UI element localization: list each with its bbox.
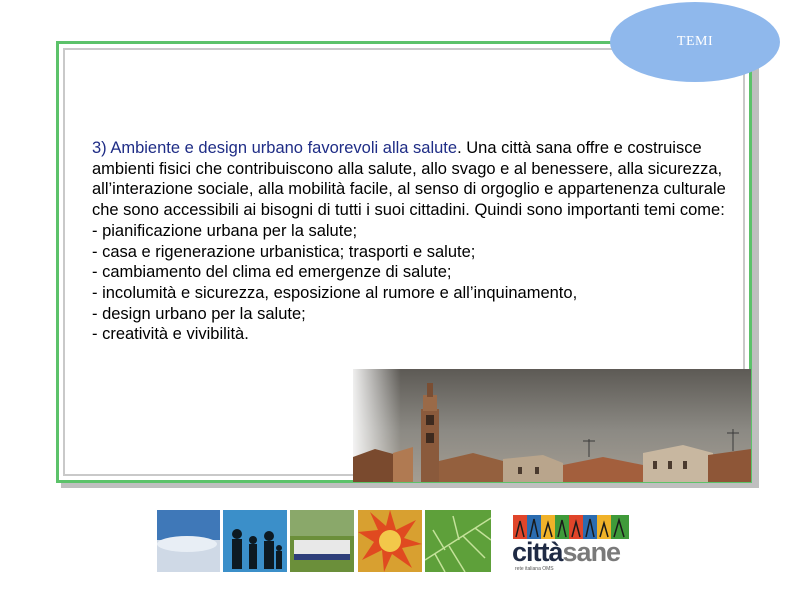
slide-heading: 3) Ambiente e design urbano favorevoli alla salute — [92, 139, 458, 157]
list-item: - pianificazione urbana per la salute; — [92, 221, 358, 240]
citta-sane-logo-pattern — [513, 515, 629, 539]
citta-sane-logo-text: cittàsane — [512, 537, 621, 567]
slide-body: Una città sana offre e costruisce ambienti fisici che contribuiscono alla salute, allo svago e al benessere, alla sicurezza, all’interazione sociale, alla mobilità facile, al senso di orgoglio e appartenenza culturale che sono accessibili ai bisogni di tutti i suoi cittadini. Quindi sono importanti temi come: — [92, 139, 726, 220]
slide-paragraph: 3) Ambiente e design urbano favorevoli alla salute. Una città sana offre e costruisce ambienti fisici che contribuiscono alla salute, allo svago e al benessere, alla sicurezza, all’interazione sociale, alla mobilità facile, al senso di orgoglio e appartenenza culturale che sono accessibili ai bisogni di tutti i suoi cittadini. Quindi sono importanti temi come: — [92, 139, 726, 220]
thumb-sky — [157, 510, 220, 572]
city-photo — [353, 369, 751, 482]
list-item: - creatività e vivibilità. — [92, 325, 249, 344]
thumb-leaf — [425, 510, 491, 572]
thumb-family-silhouette — [223, 510, 287, 572]
thumb-sun — [358, 510, 422, 572]
thumb-group-photo — [290, 510, 354, 572]
list-item: - casa e rigenerazione urbanistica; trasporti e salute; — [92, 242, 476, 261]
citta-sane-logo-tagline: rete italiana OMS — [515, 566, 554, 572]
theme-list — [92, 221, 732, 345]
list-item: - incolumità e sicurezza, esposizione al rumore e all’inquinamento, — [92, 283, 578, 302]
temi-badge — [610, 2, 780, 82]
slide-content — [92, 138, 732, 345]
list-item: - cambiamento del clima ed emergenze di salute; — [92, 263, 452, 282]
list-item: - design urbano per la salute; — [92, 304, 306, 323]
temi-badge-label: TEMI — [676, 34, 714, 49]
